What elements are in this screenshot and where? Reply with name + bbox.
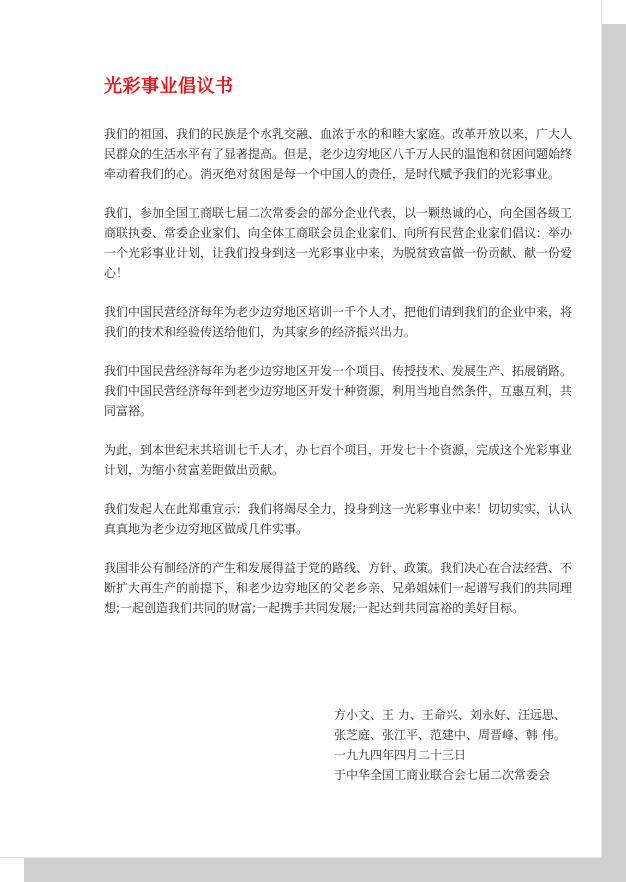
paragraph: 我们中国民营经济每年为老少边穷地区开发一个项目、传授技术、发展生产、拓展销路。我们中国民营经济每年到老少边穷地区开发十种资源，利用当地自然条件，互惠互利，共同富裕。 (104, 364, 573, 418)
paragraph: 我国非公有制经济的产生和发展得益于党的路线、方针、政策。我们决心在合法经营、不断扩大再生产的前提下，和老少边穷地区的父老乡亲、兄弟姐妹们一起谱写我们的共同理想;一起创造我们共同的财富;一起携手共同发展;一起达到共同富裕的美好目标。 (104, 561, 573, 615)
signature-block (334, 705, 584, 785)
document-body (104, 124, 576, 637)
paragraph: 为此，到本世纪末共培训七千人才，办七百个项目，开发七十个资源，完成这个光彩事业计划，为缩小贫富差距做出贡献。 (104, 443, 573, 477)
paragraph: 我们的祖国、我们的民族是个水乳交融、血浓于水的和睦大家庭。改革开放以来，广大人民群众的生活水平有了显著提高。但是，老少边穷地区八千万人民的温饱和贫困问题始终牵动着我们的心。消灭绝对贫困是每一个中国人的责任，是时代赋予我们的光彩事业。 (104, 127, 573, 181)
paragraph: 我们中国民营经济每年为老少边穷地区培训一千个人才，把他们请到我们的企业中来，将我们的技术和经验传送给他们，为其家乡的经济振兴出力。 (104, 305, 573, 339)
signature-date: 一九九四年四月二十三日 (334, 748, 467, 762)
signatory-names: 方小文、王 力、王命兴、刘永好、汪远思、 (334, 708, 566, 722)
paragraph: 我们发起人在此郑重宣示：我们将竭尽全力，投身到这一光彩事业中来！切切实实，认认真真地为老少边穷地区做成几件实事。 (104, 502, 573, 536)
document-title: 光彩事业倡议书 (104, 76, 234, 97)
signature-venue: 于中华全国工商业联合会七届二次常委会 (334, 768, 551, 782)
paragraph: 我们，参加全国工商联七届二次常委会的部分企业代表，以一颗热诚的心，向全国各级工商联执委、常委企业家们、向全体工商联会员企业家们、向所有民营企业家们倡议：举办一个光彩事业计划，让我们投身到这一光彩事业中来，为脱贫致富做一份贡献、献一份爱心！ (104, 206, 573, 280)
signatory-names: 张芝庭、张江平、范建中、周晋峰、韩 伟。 (334, 728, 566, 742)
